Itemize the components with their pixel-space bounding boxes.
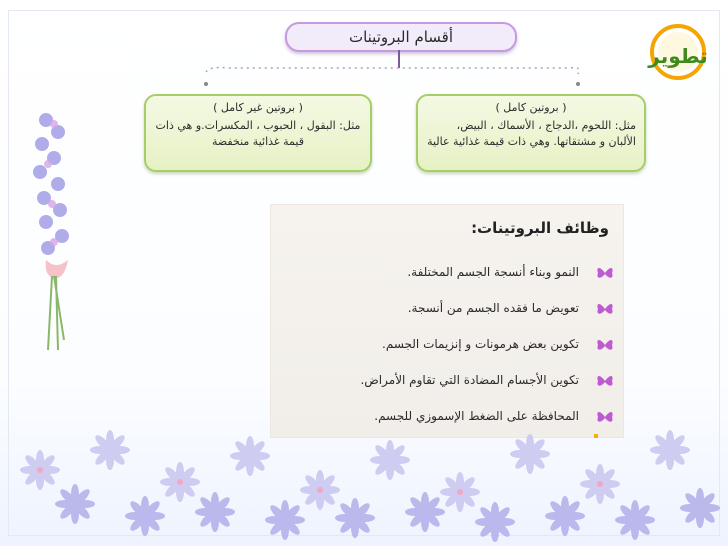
tree-connector: [0, 0, 728, 100]
list-item: [283, 367, 623, 397]
butterfly-icon: [595, 299, 615, 319]
incomplete-protein-description: مثل: البقول ، الحبوب ، المكسرات.و هي ذات قيمة غذائية منخفضة: [155, 119, 361, 148]
list-item: [283, 295, 623, 325]
functions-title: وظائف البروتينات:: [471, 219, 609, 237]
page-title: أقسام البروتينات: [285, 22, 517, 52]
butterfly-icon: [595, 371, 615, 391]
butterfly-icon: [595, 335, 615, 355]
list-item: [283, 259, 623, 289]
function-text: تكوين الأجسام المضادة التي تقاوم الأمراض.: [360, 373, 579, 387]
complete-protein-box: [416, 94, 646, 172]
incomplete-protein-box: [144, 94, 372, 172]
function-text: تكوين بعض هرمونات و إنزيمات الجسم.: [382, 337, 579, 351]
incomplete-protein-title: ( بروتين غير كامل ): [213, 101, 303, 114]
flower-bouquet-icon: [24, 100, 88, 360]
list-item: [283, 331, 623, 361]
function-text: النمو وبناء أنسجة الجسم المختلفة.: [407, 265, 579, 279]
complete-protein-title: ( بروتين كامل ): [495, 101, 567, 114]
butterfly-icon: [595, 263, 615, 283]
functions-list: [283, 259, 623, 439]
function-text: تعويض ما فقده الجسم من أنسجة.: [407, 301, 579, 315]
logo-text: تطوير: [648, 44, 708, 68]
complete-protein-description: مثل: اللحوم ،الدجاج ، الأسماك ، البيض، الألبان و مشتقاتها. وهي ذات قيمة غذائية عالية: [427, 119, 636, 148]
function-text: المحافظة على الضغط الإسموزي للجسم.: [374, 409, 579, 423]
functions-panel: [270, 204, 624, 438]
flowers-border-decoration: [0, 420, 728, 546]
